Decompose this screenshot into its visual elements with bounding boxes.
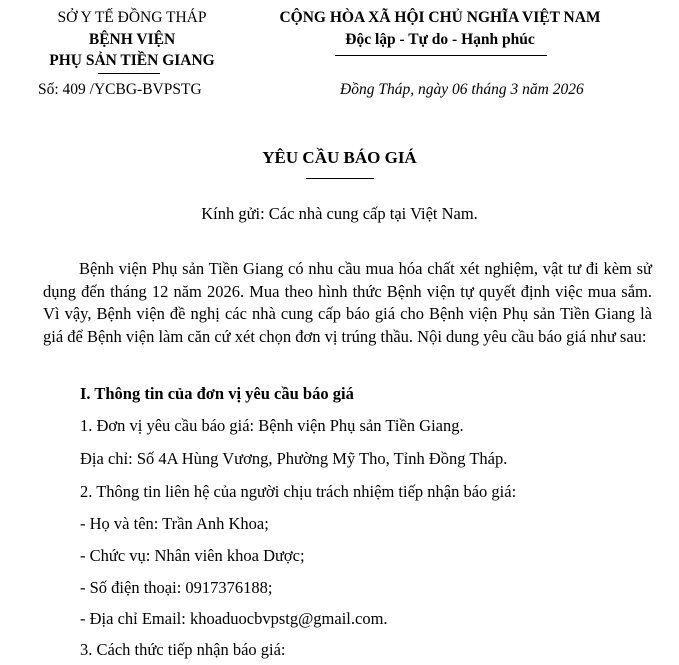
contact-info-heading: 2. Thông tin liên hệ của người chịu trách nhiệm tiếp nhận báo giá: (80, 482, 517, 501)
national-title: CỘNG HÒA XÃ HỘI CHỦ NGHĨA VIỆT NAM (279, 9, 601, 26)
section-heading: I. Thông tin của đơn vị yêu cầu báo giá (80, 384, 354, 403)
contact-name: - Họ và tên: Trần Anh Khoa; (80, 514, 269, 533)
title-underline (306, 178, 374, 179)
quote-receipt-method: 3. Cách thức tiếp nhận báo giá: (80, 640, 286, 659)
issuer-department: SỞ Y TẾ ĐỒNG THÁP (57, 9, 207, 26)
issuer-hospital-line2: PHỤ SẢN TIỀN GIANG (49, 52, 215, 69)
document-title: YÊU CẦU BÁO GIÁ (262, 148, 417, 167)
requester-unit: 1. Đơn vị yêu cầu báo giá: Bệnh viện Phụ sản Tiền Giang. (80, 416, 464, 435)
issuer-underline (98, 73, 160, 74)
requester-address: Địa chỉ: Số 4A Hùng Vương, Phường Mỹ Tho, Tỉnh Đồng Tháp. (80, 449, 508, 468)
contact-email: - Địa chỉ Email: khoaduocbvpstg@gmail.com. (80, 609, 388, 628)
intro-paragraph: Bệnh viện Phụ sản Tiền Giang có nhu cầu mua hóa chất xét nghiệm, vật tư đi kèm sử dụng đến tháng 12 năm 2026. Mua theo hình thức Bệnh viện tự quyết định việc mua sắm. Vì vậy, Bệnh viện đề nghị các nhà cung cấp báo giá cho Bệnh viện Phụ sản Tiền Giang là giá để Bệnh viện làm căn cứ xét chọn đơn vị trúng thầu. Nội dung yêu cầu báo giá như sau: (43, 259, 652, 346)
issuer-hospital-line1: BỆNH VIỆN (88, 31, 176, 48)
place-and-date: Đồng Tháp, ngày 06 tháng 3 năm 2026 (340, 81, 584, 98)
recipient-line: Kính gửi: Các nhà cung cấp tại Việt Nam. (201, 204, 478, 223)
contact-phone: - Số điện thoại: 0917376188; (80, 578, 273, 597)
contact-position: - Chức vụ: Nhân viên khoa Dược; (80, 546, 305, 565)
motto-underline (335, 55, 547, 56)
document-number: Số: 409 /YCBG-BVPSTG (38, 81, 202, 98)
national-motto: Độc lập - Tự do - Hạnh phúc (345, 31, 535, 48)
